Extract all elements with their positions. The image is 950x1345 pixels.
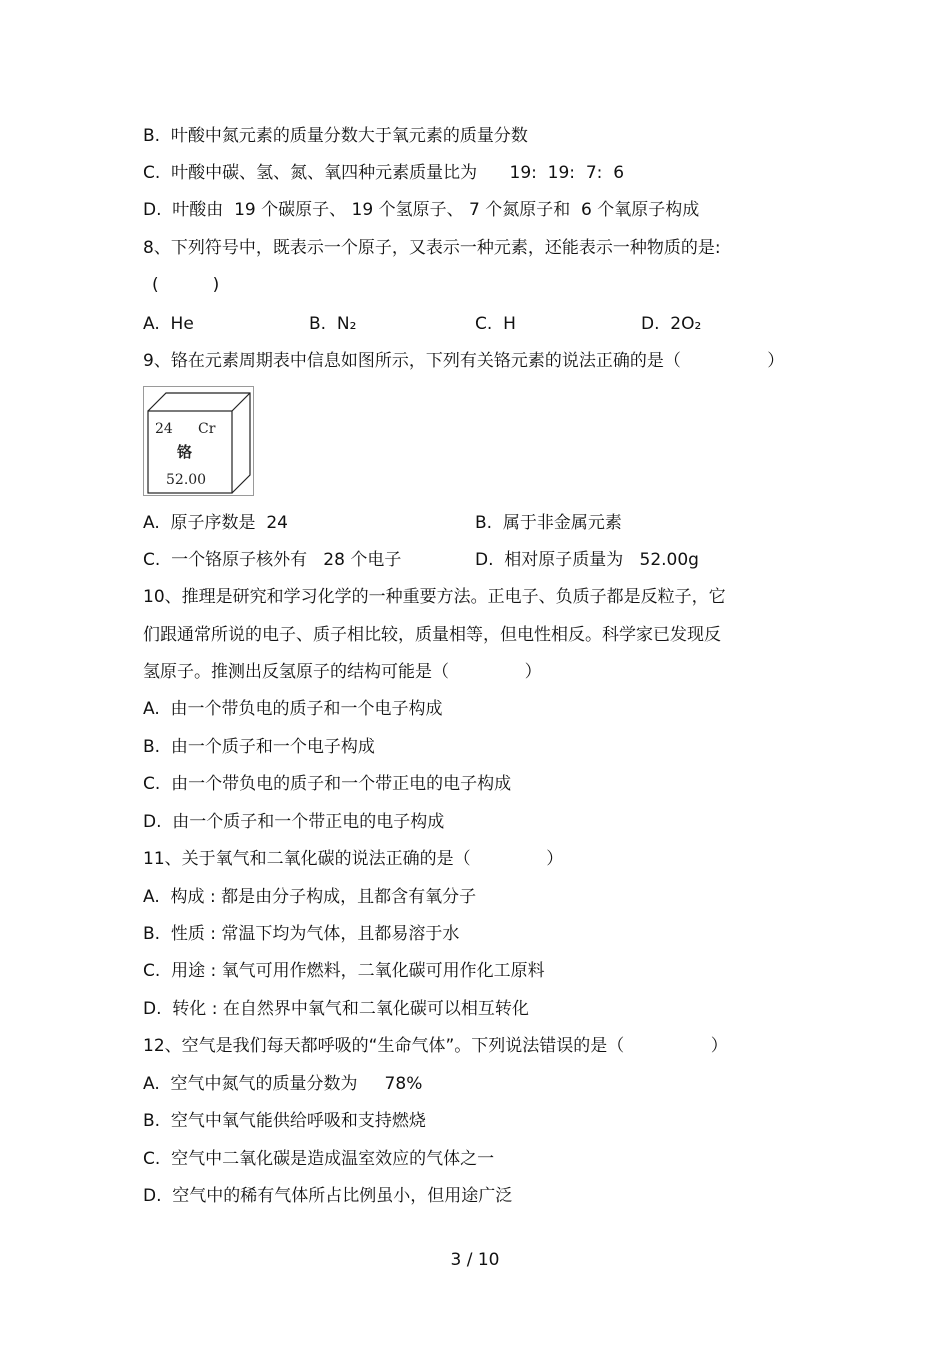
element-card-figure: [143, 386, 254, 496]
q10-stem-line-3: 氢原子。推测出反氢原子的结构可能是（ ）: [143, 662, 542, 682]
q12-option-d: D. 空气中的稀有气体所占比例虽小，但用途广泛: [143, 1186, 513, 1206]
q10-stem-line-1: 10、推理是研究和学习化学的一种重要方法。正电子、负质子都是反粒子，它: [143, 587, 726, 607]
q9-option-d: D. 相对原子质量为 52.00g: [475, 550, 699, 570]
q9-stem: 9、铬在元素周期表中信息如图所示，下列有关铬元素的说法正确的是（ ）: [143, 351, 785, 371]
q8-option-d: D. 2O₂: [641, 314, 702, 334]
element-mass: 52.00: [166, 472, 207, 488]
element-symbol: Cr: [198, 421, 216, 437]
page-number: 3 / 10: [450, 1250, 500, 1270]
q10-option-a: A. 由一个带负电的质子和一个电子构成: [143, 699, 443, 719]
element-number: 24: [155, 421, 173, 437]
q10-option-c: C. 由一个带负电的质子和一个带正电的电子构成: [143, 774, 512, 794]
q8-option-a: A. He: [143, 314, 194, 334]
q10-option-d: D. 由一个质子和一个带正电的电子构成: [143, 812, 445, 832]
q12-stem: 12、空气是我们每天都呼吸的“生命气体”。下列说法错误的是（ ）: [143, 1036, 728, 1056]
q12-option-a: A. 空气中氮气的质量分数为 78%: [143, 1074, 423, 1094]
q8-stem: 8、下列符号中，既表示一个原子，又表示一种元素，还能表示一种物质的是:: [143, 238, 721, 258]
q8-option-c: C. H: [475, 314, 516, 334]
element-cube-outline: [144, 387, 255, 497]
element-name: 铬: [177, 443, 193, 461]
q12-option-b: B. 空气中氧气能供给呼吸和支持燃烧: [143, 1111, 426, 1131]
q8-paren: ( ): [152, 275, 220, 295]
q10-stem-line-2: 们跟通常所说的电子、质子相比较，质量相等，但电性相反。科学家已发现反: [143, 625, 721, 645]
q7-option-d: D. 叶酸由 19 个碳原子、 19 个氢原子、 7 个氮原子和 6 个氧原子构成: [143, 200, 700, 220]
q7-option-c: C. 叶酸中碳、氢、氮、氧四种元素质量比为 19: 19: 7: 6: [143, 163, 625, 183]
q11-option-c: C. 用途 : 氧气可用作燃料，二氧化碳可用作化工原料: [143, 961, 545, 981]
q11-option-b: B. 性质 : 常温下均为气体，且都易溶于水: [143, 924, 460, 944]
q9-option-c: C. 一个铬原子核外有 28 个电子: [143, 550, 402, 570]
q11-option-d: D. 转化 : 在自然界中氧气和二氧化碳可以相互转化: [143, 999, 529, 1019]
q9-option-b: B. 属于非金属元素: [475, 513, 622, 533]
q12-option-c: C. 空气中二氧化碳是造成温室效应的气体之一: [143, 1149, 495, 1169]
q7-option-b: B. 叶酸中氮元素的质量分数大于氧元素的质量分数: [143, 126, 528, 146]
q9-option-a: A. 原子序数是 24: [143, 513, 288, 533]
q11-option-a: A. 构成 : 都是由分子构成，且都含有氧分子: [143, 887, 477, 907]
q8-option-b: B. N₂: [309, 314, 357, 334]
q10-option-b: B. 由一个质子和一个电子构成: [143, 737, 375, 757]
q11-stem: 11、关于氧气和二氧化碳的说法正确的是（ ）: [143, 849, 564, 869]
